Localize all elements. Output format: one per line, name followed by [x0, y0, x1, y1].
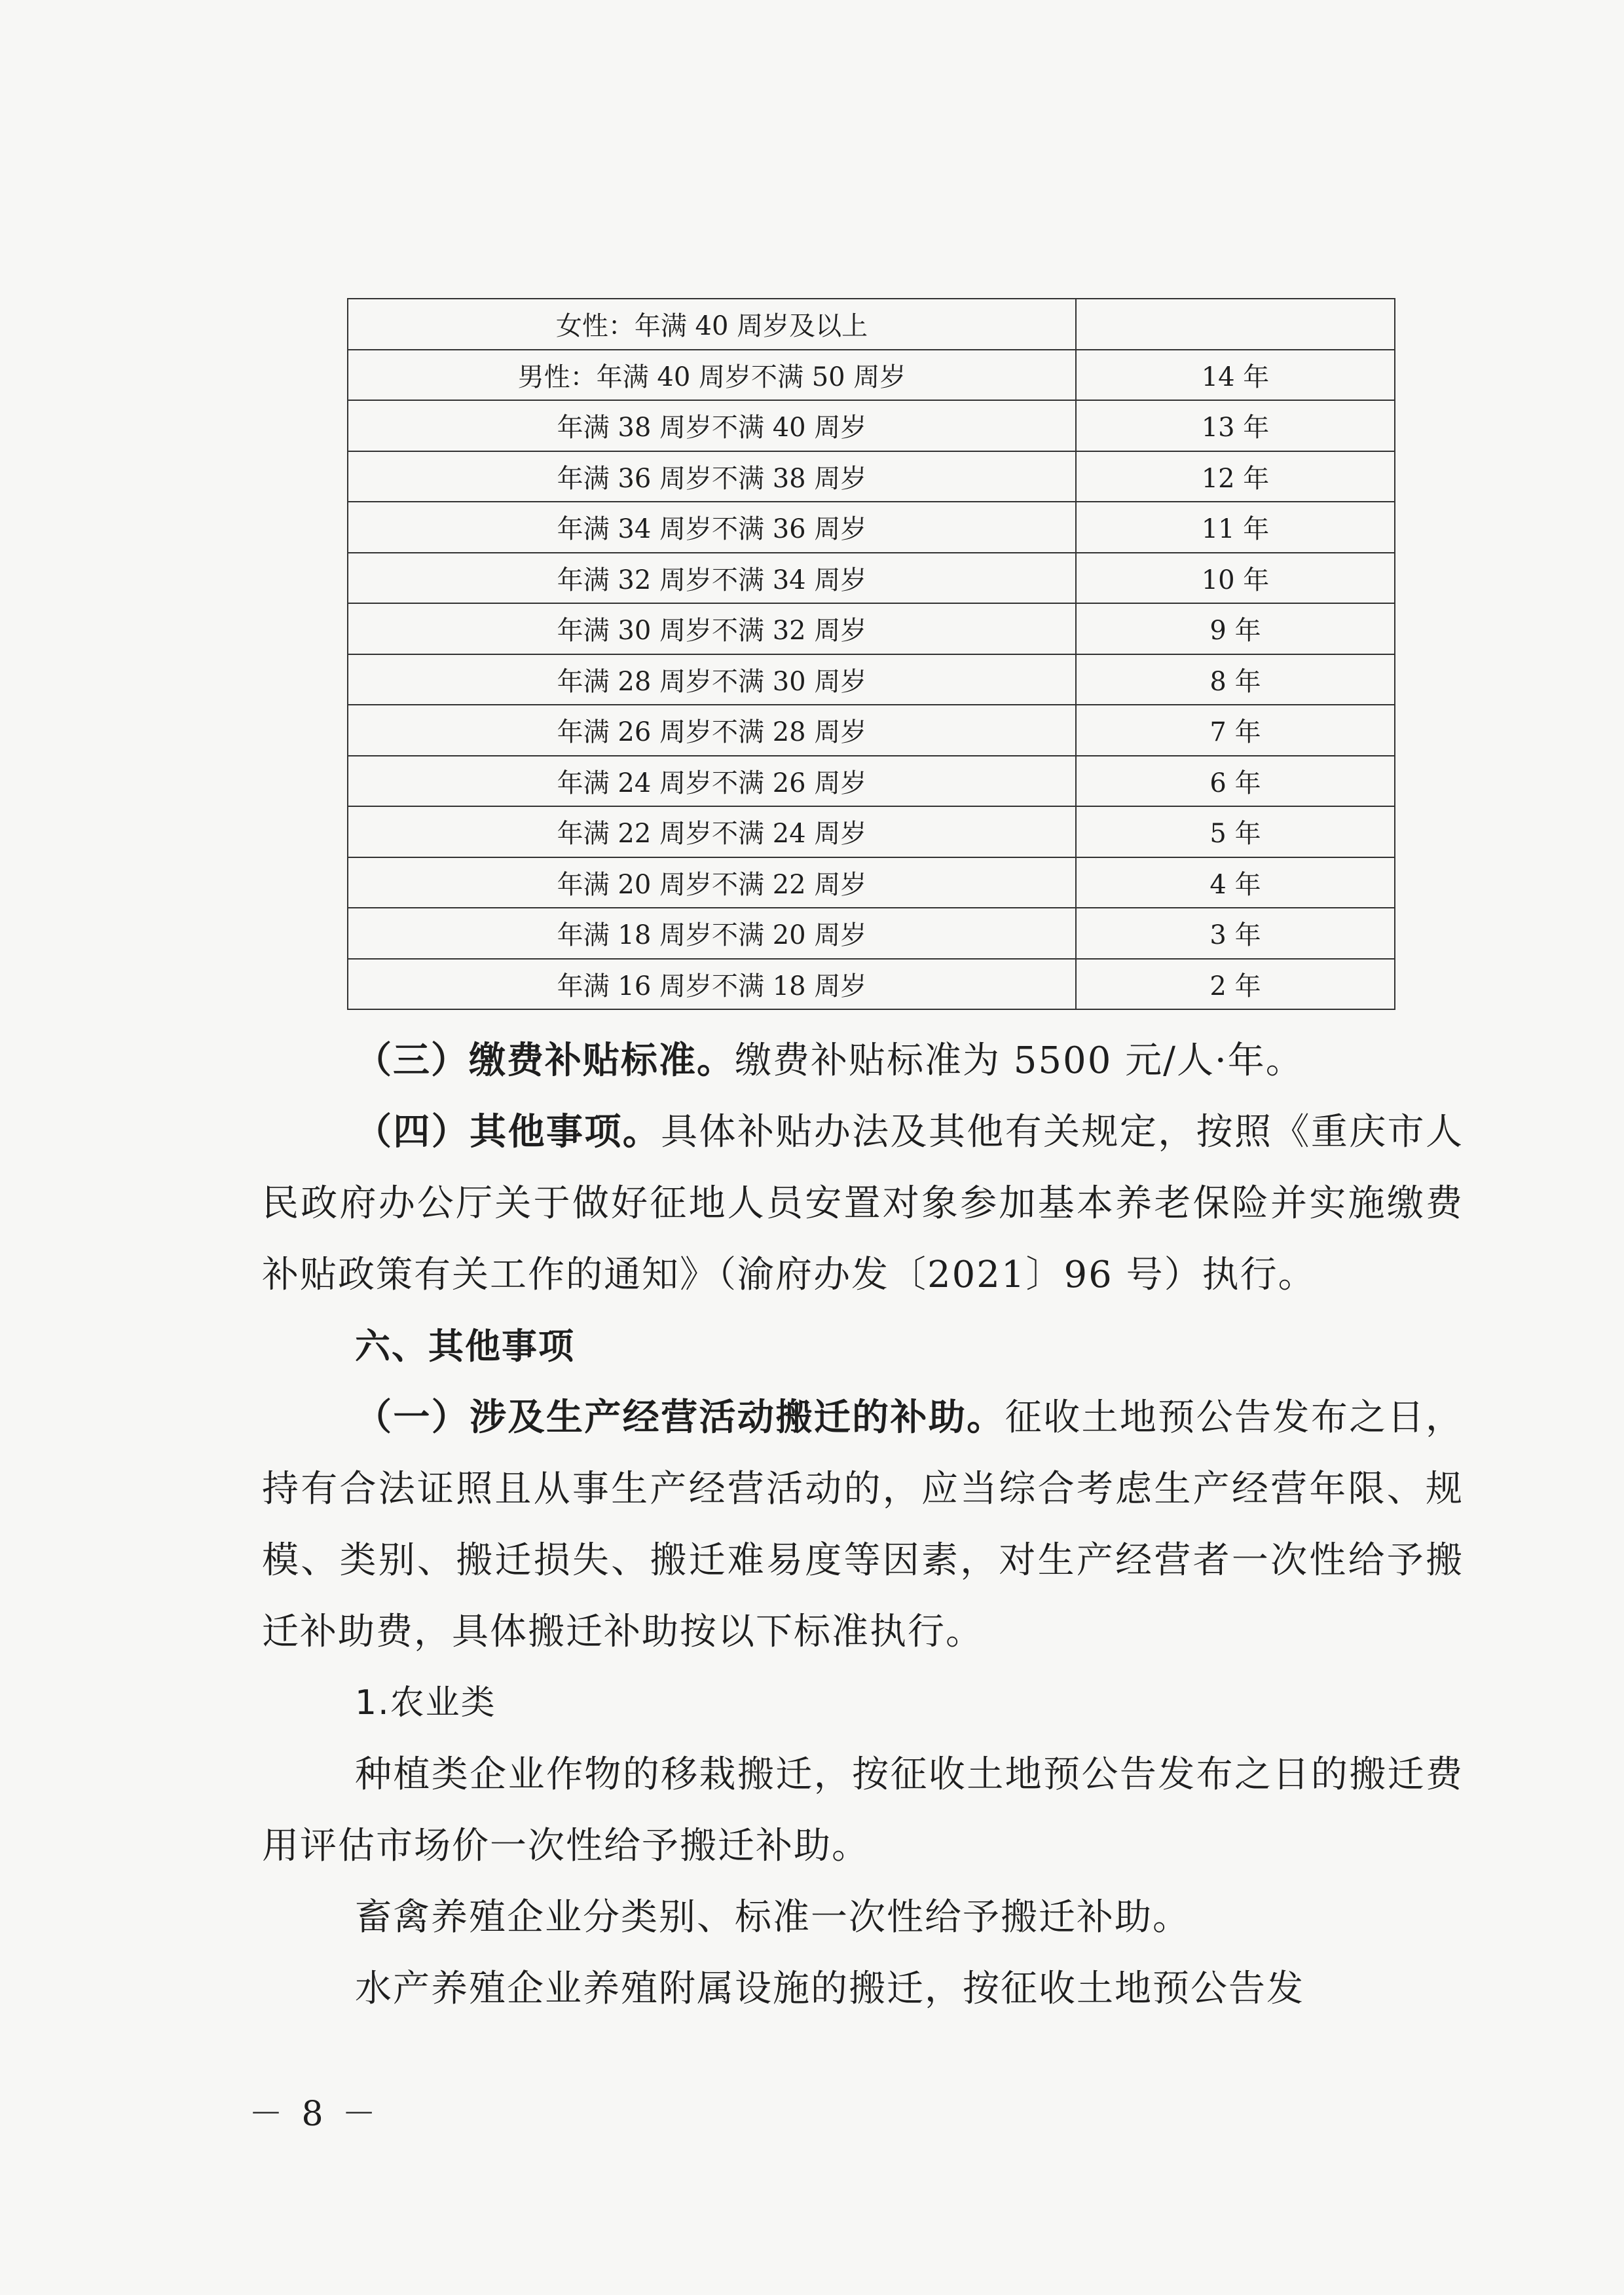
page-number: － 8 －	[249, 2095, 380, 2134]
section-3-text: 缴费补贴标准为 5500 元/人·年。	[735, 1039, 1304, 1082]
age-range-cell: 年满 24 周岁不满 26 周岁	[348, 756, 1076, 807]
age-range-cell: 男性：年满 40 周岁不满 50 周岁	[348, 350, 1076, 401]
age-range-cell: 年满 38 周岁不满 40 周岁	[348, 400, 1076, 451]
age-range-cell: 年满 32 周岁不满 34 周岁	[348, 553, 1076, 604]
heading-agriculture: 1.农业类	[355, 1683, 496, 1723]
age-range-cell: 年满 28 周岁不满 30 周岁	[348, 654, 1076, 705]
table-row	[348, 400, 1395, 451]
years-cell: 3 年	[1076, 908, 1395, 959]
paragraph-agriculture-1: 种植类企业作物的移栽搬迁，按征收土地预公告发布之日的搬迁费用评估市场价一次性给予搬迁补助。	[262, 1753, 1464, 1867]
paragraph-section-4	[262, 1096, 1464, 1311]
table-row	[348, 502, 1395, 553]
table-row	[348, 959, 1395, 1010]
years-cell: 14 年	[1076, 350, 1395, 401]
age-range-cell: 年满 22 周岁不满 24 周岁	[348, 806, 1076, 857]
years-cell: 8 年	[1076, 654, 1395, 705]
section-4-title: （四）其他事项。	[355, 1110, 661, 1153]
years-cell: 10 年	[1076, 553, 1395, 604]
table-row	[348, 806, 1395, 857]
table-body	[348, 299, 1395, 1009]
section-6-1-title: （一）涉及生产经营活动搬迁的补助。	[355, 1396, 1005, 1439]
table-row	[348, 756, 1395, 807]
table-row	[348, 654, 1395, 705]
heading-section-6: 六、其他事项	[355, 1326, 575, 1367]
table-row	[348, 350, 1395, 401]
years-cell: 9 年	[1076, 603, 1395, 654]
age-years-table	[347, 298, 1395, 1010]
years-cell: 12 年	[1076, 451, 1395, 502]
table-row	[348, 553, 1395, 604]
section-4-text: 具体补贴办法及其他有关规定，按照《重庆市人民政府办公厅关于做好征地人员安置对象参加基本养老保险并实施缴费补贴政策有关工作的通知》（渝府办发〔2021〕96 号）执行。	[262, 1111, 1464, 1296]
years-cell: 6 年	[1076, 756, 1395, 807]
age-range-cell: 年满 30 周岁不满 32 周岁	[348, 603, 1076, 654]
years-cell: 11 年	[1076, 502, 1395, 553]
paragraph-section-3	[262, 1025, 1464, 1096]
age-range-cell: 年满 36 周岁不满 38 周岁	[348, 451, 1076, 502]
years-cell: 7 年	[1076, 705, 1395, 756]
table-row	[348, 908, 1395, 959]
years-cell: 13 年	[1076, 400, 1395, 451]
paragraph-agriculture-3: 水产养殖企业养殖附属设施的搬迁，按征收土地预公告发	[355, 1968, 1304, 2010]
table-row	[348, 451, 1395, 502]
age-years-table-container	[347, 298, 1392, 1010]
table-row	[348, 299, 1395, 350]
paragraph-section-6-1	[262, 1382, 1464, 1668]
table-row	[348, 603, 1395, 654]
years-cell: 5 年	[1076, 806, 1395, 857]
years-cell	[1076, 299, 1395, 350]
age-range-cell: 年满 26 周岁不满 28 周岁	[348, 705, 1076, 756]
age-range-cell: 年满 16 周岁不满 18 周岁	[348, 959, 1076, 1010]
years-cell: 4 年	[1076, 857, 1395, 908]
section-3-title: （三）缴费补贴标准。	[355, 1039, 735, 1082]
age-range-cell: 年满 34 周岁不满 36 周岁	[348, 502, 1076, 553]
table-row	[348, 857, 1395, 908]
age-range-cell: 年满 20 周岁不满 22 周岁	[348, 857, 1076, 908]
paragraph-agriculture-2: 畜禽养殖企业分类别、标准一次性给予搬迁补助。	[355, 1896, 1190, 1939]
section-6-1-text: 征收土地预公告发布之日，持有合法证照且从事生产经营活动的，应当综合考虑生产经营年限、规模、类别、搬迁损失、搬迁难易度等因素，对生产经营者一次性给予搬迁补助费，具体搬迁补助按以下标准执行。	[262, 1396, 1464, 1653]
age-range-cell: 年满 18 周岁不满 20 周岁	[348, 908, 1076, 959]
body-text	[262, 1025, 1464, 2024]
years-cell: 2 年	[1076, 959, 1395, 1010]
table-row	[348, 705, 1395, 756]
age-range-cell: 女性：年满 40 周岁及以上	[348, 299, 1076, 350]
